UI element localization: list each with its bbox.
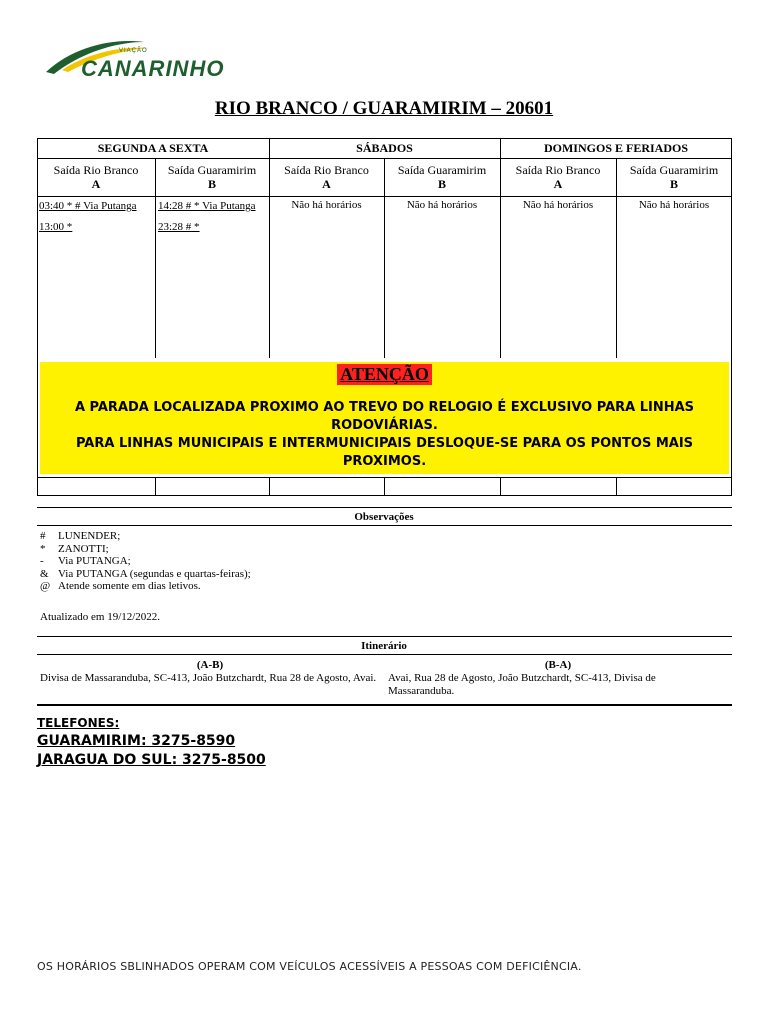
attention-line: A PARADA LOCALIZADA PROXIMO AO TREVO DO RELOGIO É EXCLUSIVO PARA LINHAS RODOVIÁRIAS. [74,400,695,433]
itinerary-title: Itinerário [361,640,407,652]
list-item: # LUNENDER; [40,530,121,542]
weekday-b-times [158,196,256,238]
list-item: - Via PUTANGA; [40,555,131,567]
table-divider [616,477,617,496]
list-item: & Via PUTANGA (segundas e quartas-feiras); [40,567,251,580]
observations-title: Observações [354,511,414,523]
logo-wordmark: CANARINHO [81,56,225,81]
column-header: Saída Rio Branco A [53,163,139,191]
updated-date: Atualizado em 19/12/2022. [40,611,161,623]
no-times-text: Não há horários [291,199,362,211]
column-header: Saída Guaramirim B [167,163,257,191]
column-header: Saída Rio Branco A [284,163,369,191]
attention-title: ATENÇÃO [337,364,432,385]
route-ab-text: Divisa de Massaranduba, SC-413, João Butzchardt, Rua 28 de Agosto, Avai. [40,672,377,684]
section-divider [37,704,732,706]
company-logo [44,34,274,84]
section-divider [37,654,732,655]
logo-small-text: VIAÇÃO [119,48,148,54]
no-times-text: Não há horários [638,199,710,211]
phones-label: TELEFONES: [37,716,120,730]
attention-line: PARA LINHAS MUNICIPAIS E INTERMUNICIPAIS DESLOQUE-SE PARA OS PONTOS MAIS PROXIMOS. [75,436,694,469]
table-divider [269,477,270,496]
route-ba-text: Avai, Rua 28 de Agosto, João Butzchardt, SC-413, Divisa de Massaranduba. [388,672,656,697]
table-divider [155,477,156,496]
accessibility-footer: OS HORÁRIOS SBLINHADOS OPERAM COM VEÍCULOS ACESSÍVEIS A PESSOAS COM DEFICIÊNCIA. [37,960,582,973]
section-divider [37,507,732,508]
route-ba-label: (B-A) [544,659,572,671]
no-times-text: Não há horários [522,199,594,211]
attention-notice [40,362,729,474]
attention-text [40,399,729,471]
time-entry: 14:28 # * Via Putanga [158,200,256,212]
group-header-weekdays: SEGUNDA A SEXTA [97,141,209,155]
section-divider [37,525,732,526]
observations-list [40,530,251,593]
page-title: RIO BRANCO / GUARAMIRIM – 20601 [214,98,554,119]
section-divider [37,636,732,637]
route-ab-label: (A-B) [196,659,224,671]
phone-guaramirim: GUARAMIRIM: 3275-8590 [37,733,236,749]
weekday-a-times [39,196,137,238]
group-header-sundays: DOMINGOS E FERIADOS [543,141,689,155]
no-times-text: Não há horários [406,199,478,211]
list-item: @ Atende somente em dias letivos. [40,580,201,592]
time-entry: 03:40 * # Via Putanga [39,200,137,212]
group-header-saturdays: SÁBADOS [356,141,413,155]
table-divider [500,477,501,496]
column-header: Saída Guaramirim B [629,163,719,191]
column-header: Saída Guaramirim B [397,163,487,191]
time-entry: 13:00 * [39,221,73,233]
column-header: Saída Rio Branco A [515,163,601,191]
table-divider [384,477,385,496]
phone-jaragua: JARAGUA DO SUL: 3275-8500 [37,752,266,768]
list-item: * ZANOTTI; [40,542,109,555]
time-entry: 23:28 # * [158,221,200,233]
